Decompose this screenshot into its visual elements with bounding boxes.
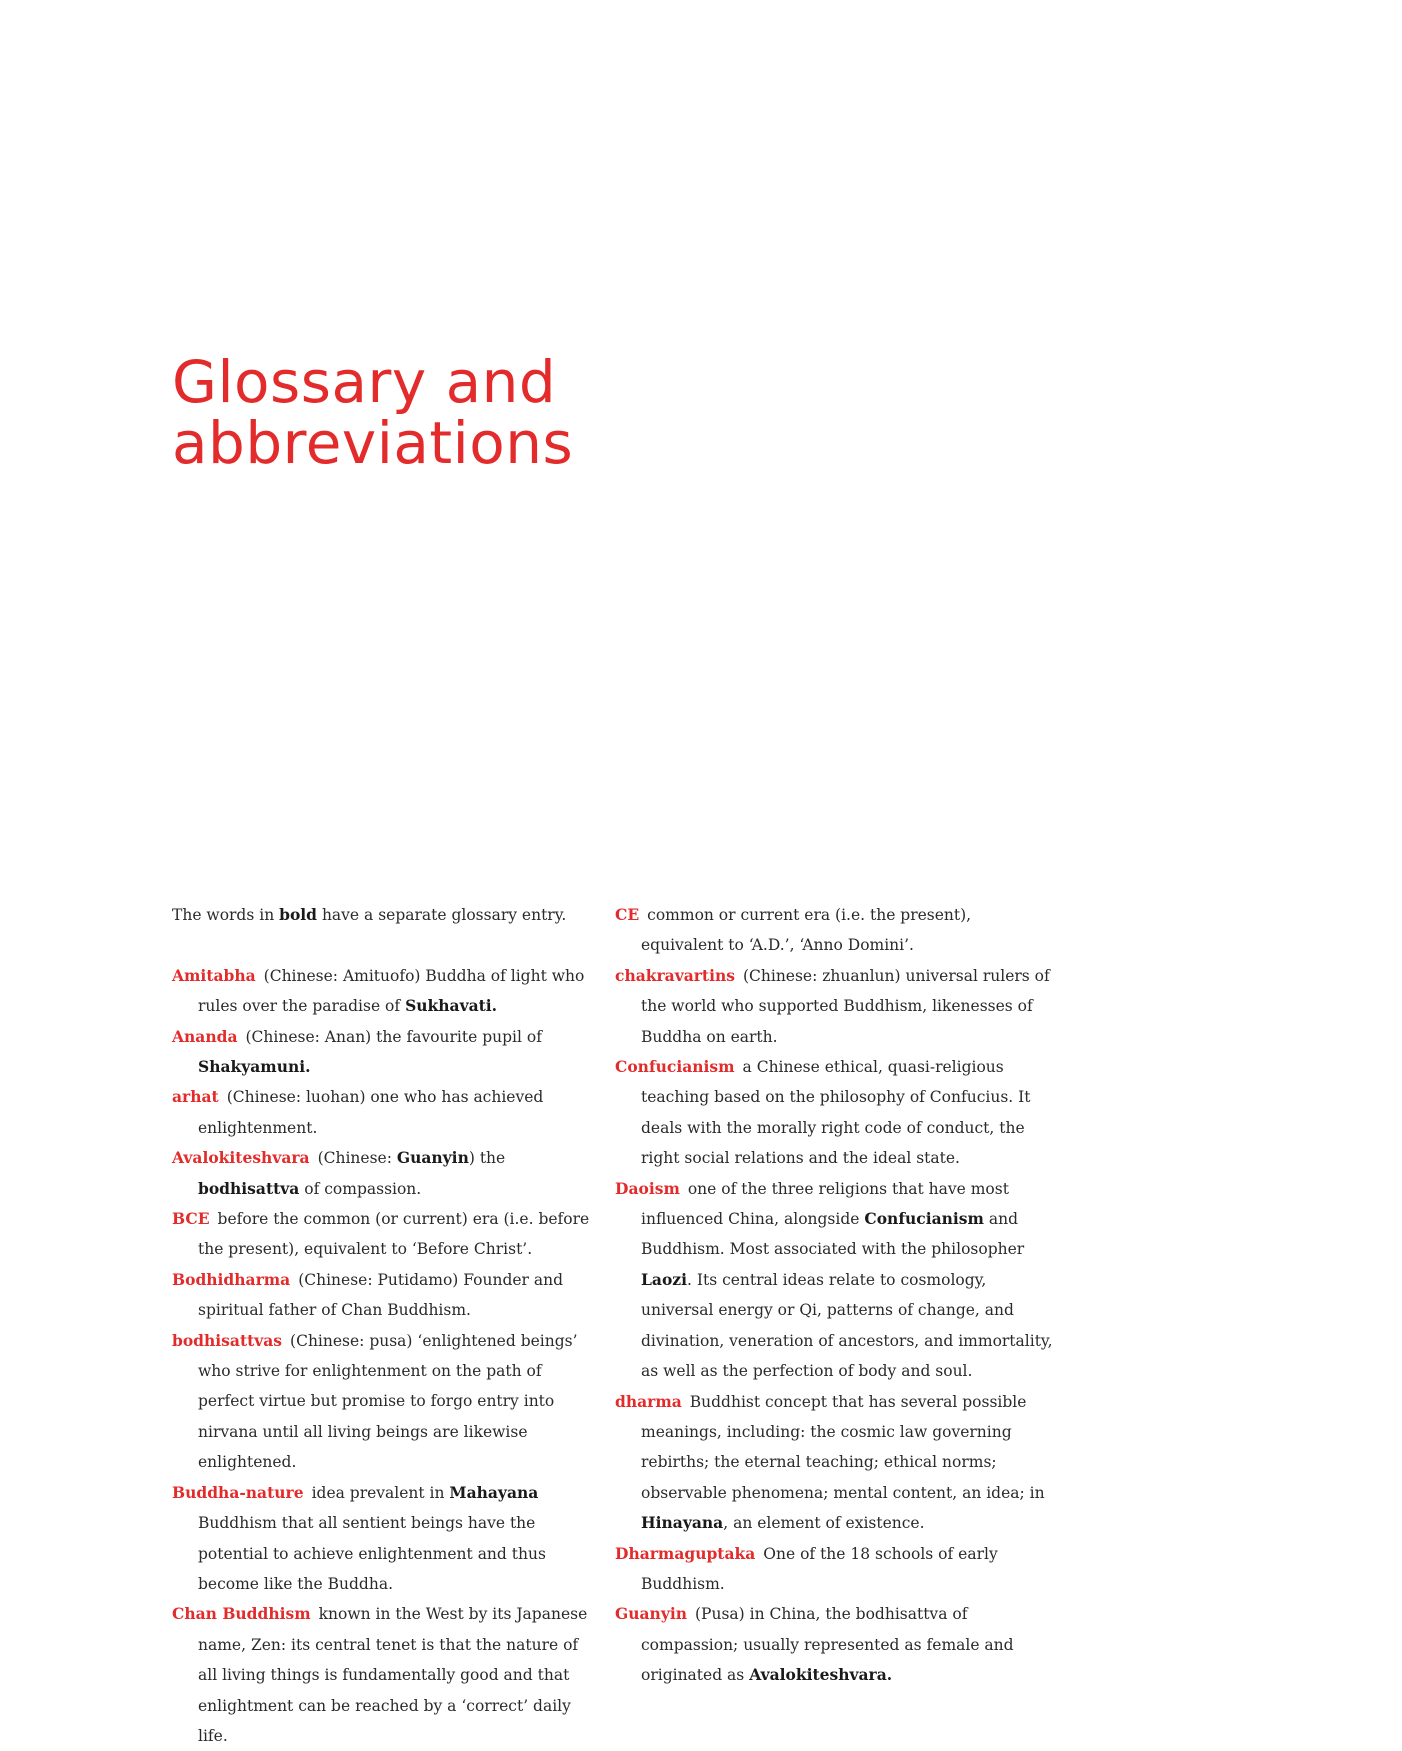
glossary-definition: (Chinese: zhuanlun) universal rulers of the world who supported Buddhism, likenesses of Buddha on earth. [641,966,1050,1046]
glossary-entry-ananda [172,1022,602,1083]
glossary-term: CE [615,905,640,924]
glossary-intro [172,900,602,930]
glossary-definition: ) the [468,1149,506,1168]
glossary-definition: Buddhism that all sentient beings have the potential to achieve enlightenment and thus become like the Buddha. [198,1514,546,1593]
glossary-cross-reference: Sukhavati. [405,996,498,1016]
glossary-cross-reference: bodhisattva [198,1178,300,1198]
glossary-cross-reference: Guanyin [396,1148,469,1168]
glossary-definition: a Chinese ethical, quasi-religious teaching based on the philosophy of Confucius. It deals with the morally right code of conduct, the right social relations and the ideal state. [641,1058,1031,1168]
glossary-entry-bodhisattvas [172,1326,602,1478]
glossary-term: Chan Buddhism [172,1604,311,1624]
glossary-term: Ananda [172,1026,238,1046]
glossary-definition: (Chinese: Anan) the favourite pupil of [245,1027,542,1046]
glossary-cross-reference: Hinayana [641,1513,724,1533]
glossary-entry-buddha-nature [172,1478,602,1600]
glossary-definition: . Its central ideas relate to cosmology, universal energy or Qi, patterns of change, and divination, veneration of ancestors, and immortality, as well as the perfection of body and soul. [641,1270,1053,1381]
glossary-cross-reference: Confucianism [864,1209,984,1229]
glossary-term: bodhisattvas [172,1330,283,1350]
glossary-term: Bodhidharma [172,1269,291,1289]
glossary-term: chakravartins [615,965,735,985]
page-title [172,348,574,477]
glossary-entry-confucianism [615,1052,1055,1174]
glossary-cross-reference: Shakyamuni. [198,1057,311,1077]
glossary-entry-chakravartins [615,961,1055,1052]
glossary-cross-reference: Avalokiteshvara. [749,1665,893,1685]
intro-text: The words in [172,906,280,924]
glossary-definition: idea prevalent in [311,1483,450,1502]
glossary-entry-guanyin [615,1599,1055,1690]
page-title-line-1: Glossary and [172,348,557,416]
glossary-entry-chan-buddhism [172,1599,602,1751]
page-title-line-2: abbreviations [172,409,574,477]
glossary-entry-dharmaguptaka [615,1539,1055,1600]
glossary-entry-amitabha [172,961,602,1022]
glossary-definition: , an element of existence. [723,1514,925,1533]
intro-text-end: have a separate glossary entry. [317,906,567,924]
glossary-entry-arhat [172,1082,602,1143]
glossary-definition: common or current era (i.e. the present), equivalent to ‘A.D.’, ‘Anno Domini’. [641,906,972,955]
glossary-term: BCE [172,1209,210,1229]
intro-bold-word: bold [279,905,318,924]
glossary-definition: (Chinese: Putidamo) Founder and spiritual father of Chan Buddhism. [198,1270,564,1320]
glossary-definition: of compassion. [299,1179,422,1198]
glossary-cross-reference: Laozi [641,1269,687,1289]
glossary-definition: Buddhist concept that has several possible meanings, including: the cosmic law governing rebirths; the eternal teaching; ethical norms; observable phenomena; mental content, an idea; in [641,1392,1045,1502]
glossary-column-right [615,900,1055,1691]
glossary-definition: (Pusa) in China, the bodhisattva of compassion; usually represented as female and originated as [641,1605,1014,1685]
glossary-column-left [172,900,602,1751]
glossary-entry-bodhidharma [172,1265,602,1326]
glossary-definition: (Chinese: luohan) one who has achieved enlightenment. [198,1088,544,1137]
glossary-cross-reference: Mahayana [449,1482,539,1502]
glossary-entry-bce [172,1204,602,1265]
glossary-term: Avalokiteshvara [172,1148,310,1168]
glossary-entry-avalokiteshvara [172,1143,602,1204]
glossary-term: dharma [615,1391,682,1411]
glossary-definition: (Chinese: pusa) ‘enlightened beings’ who strive for enlightenment on the path of perfect virtue but promise to forgo entry into nirvana until all living beings are likewise enlightened. [198,1331,578,1472]
glossary-term: Confucianism [615,1057,735,1077]
glossary-term: Amitabha [172,965,256,985]
glossary-term: Dharmaguptaka [615,1543,756,1563]
glossary-entry-daoism [615,1174,1055,1387]
glossary-definition: One of the 18 schools of early Buddhism. [641,1544,998,1593]
glossary-term: Daoism [615,1178,680,1198]
glossary-term: Guanyin [615,1604,687,1624]
glossary-entry-ce [615,900,1055,961]
glossary-term: Buddha-nature [172,1482,304,1502]
glossary-definition: known in the West by its Japanese name, Zen: its central tenet is that the nature of all living things is fundamentally good and that enlightment can be reached by a ‘correct’ daily life. [198,1605,588,1745]
glossary-definition: and Buddhism. Most associated with the philosopher [641,1210,1025,1259]
glossary-definition: one of the three religions that have most influenced China, alongside [641,1179,1009,1229]
glossary-definition: (Chinese: [317,1149,397,1168]
glossary-entry-dharma [615,1387,1055,1539]
glossary-definition: before the common (or current) era (i.e. before the present), equivalent to ‘Before Christ’. [198,1210,590,1259]
glossary-term: arhat [172,1087,219,1107]
glossary-definition: (Chinese: Amituofo) Buddha of light who rules over the paradise of [198,966,585,1016]
